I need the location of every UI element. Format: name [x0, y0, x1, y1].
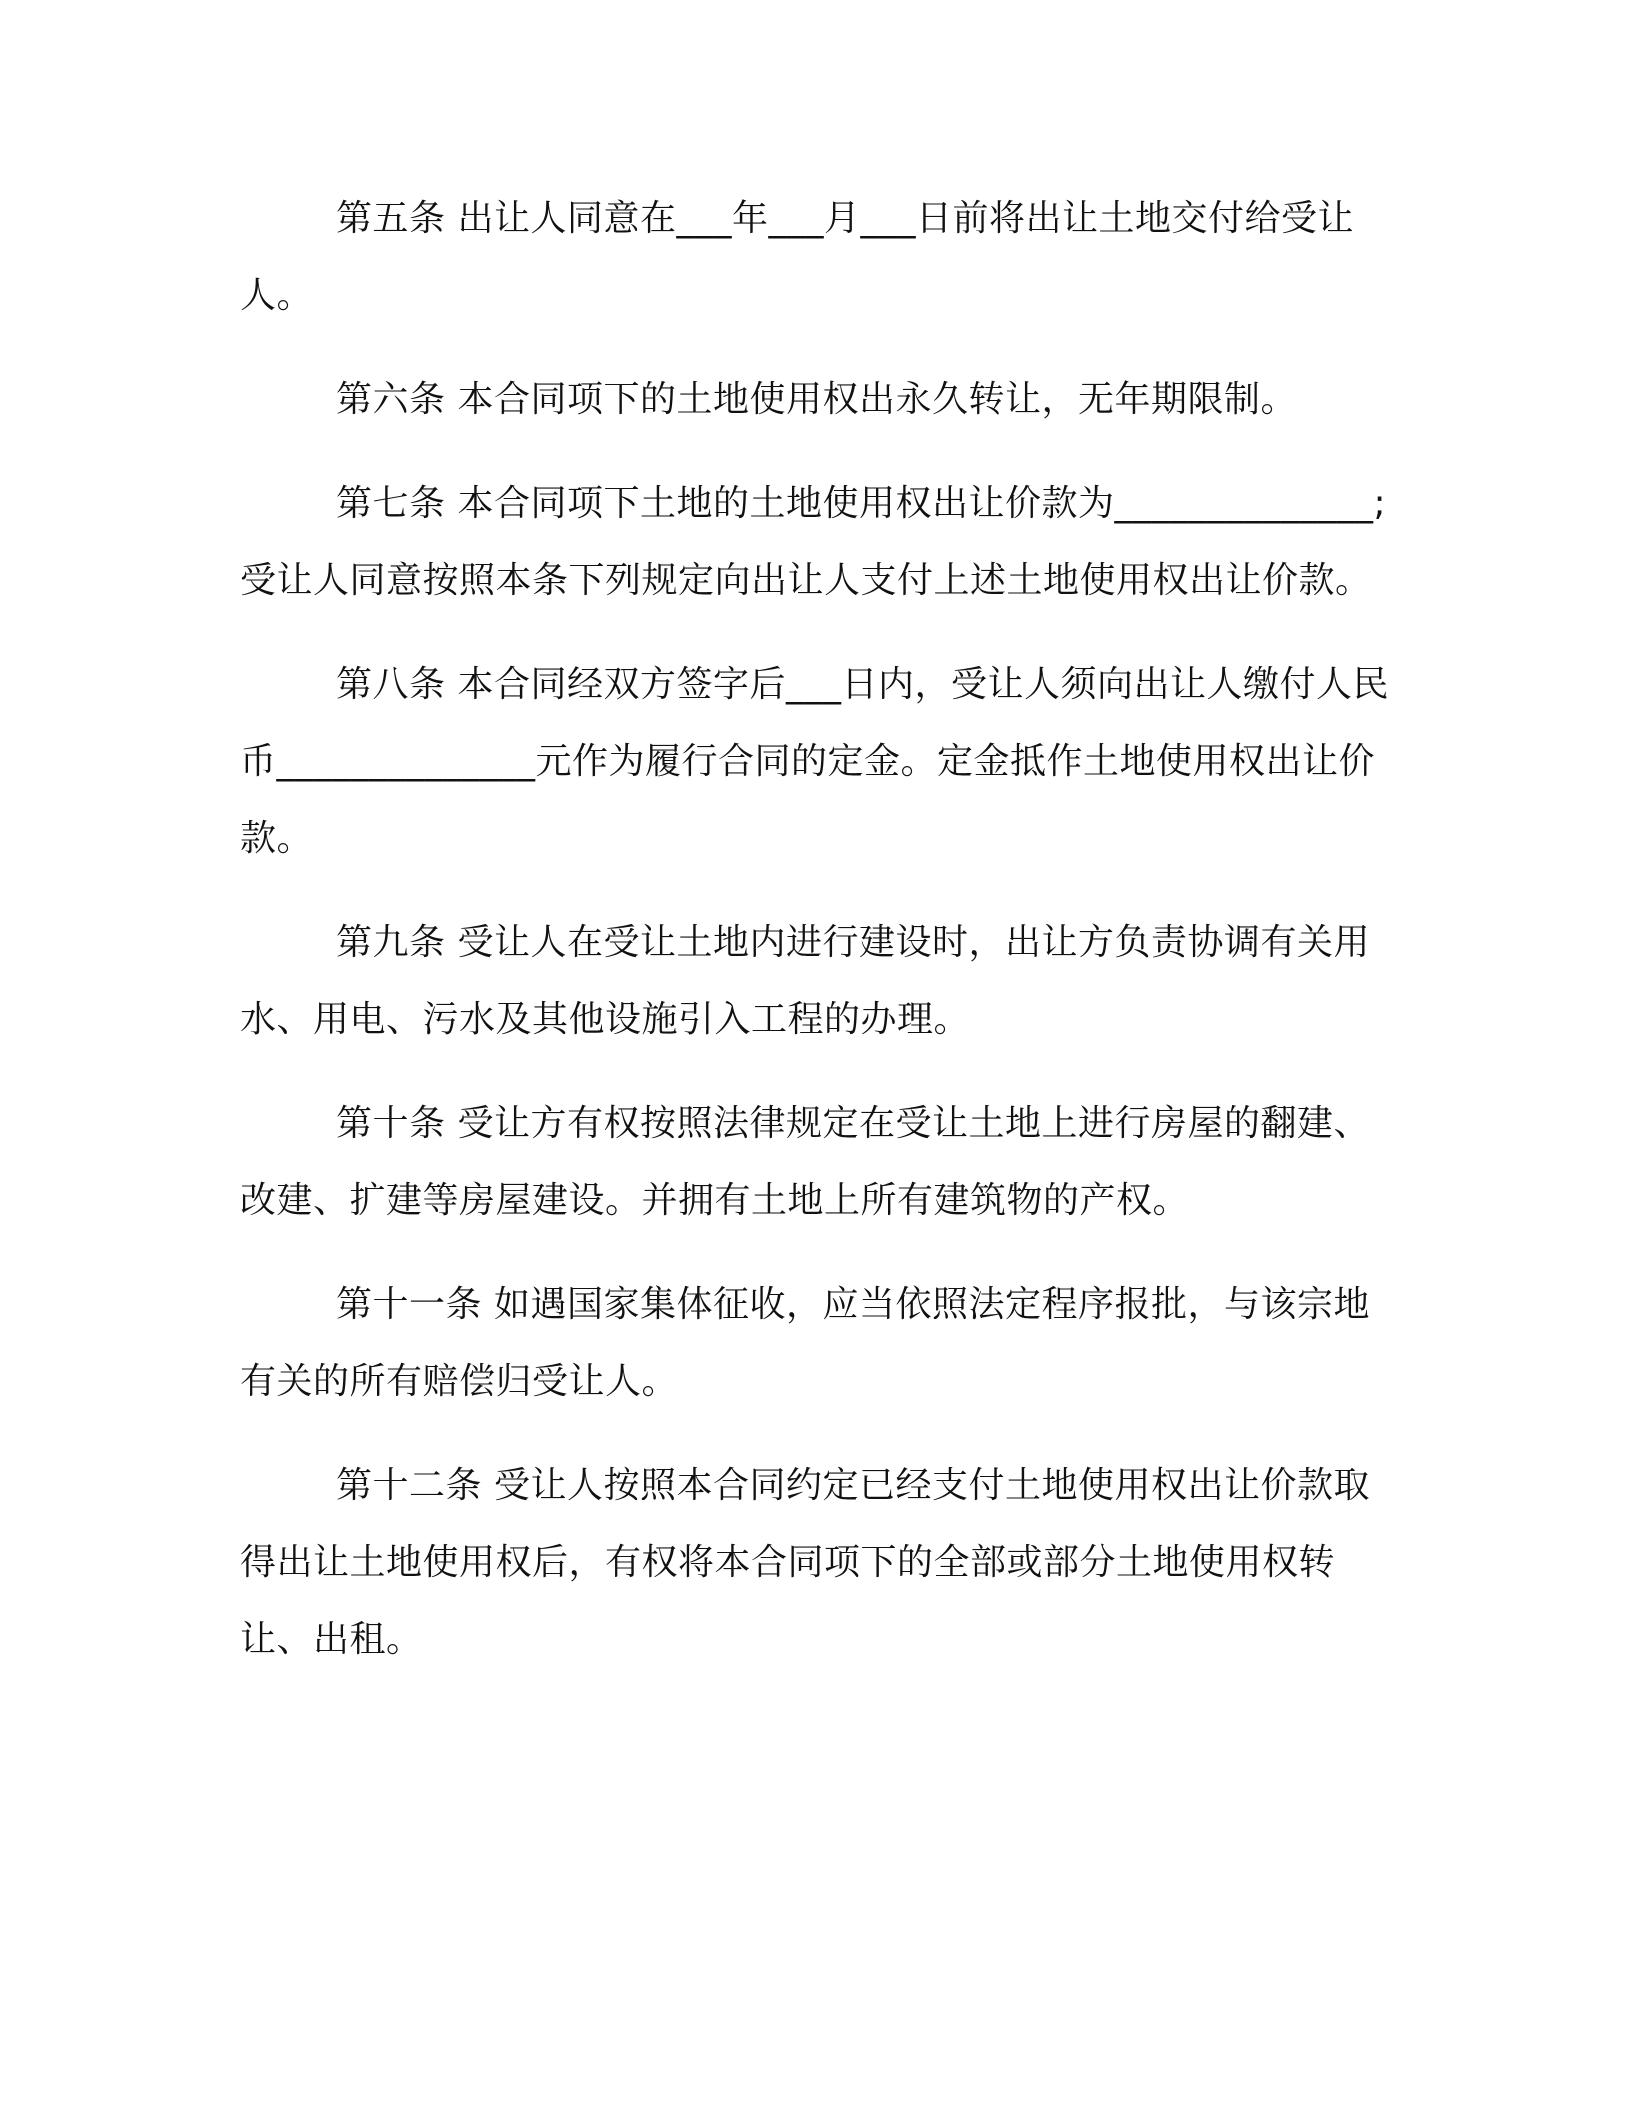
article-10: 第十条 受让方有权按照法律规定在受让土地上进行房屋的翻建、改建、扩建等房屋建设。并拥有土地上所有建筑物的产权。	[240, 1103, 1370, 1221]
article-5: 第五条 出让人同意在___年___月___日前将出让土地交付给受让人。	[240, 198, 1354, 316]
article-6: 第六条 本合同项下的土地使用权出永久转让，无年期限制。	[336, 379, 1297, 420]
article-12: 第十二条 受让人按照本合同约定已经支付土地使用权出让价款取得出让土地使用权后，有权将本合同项下的全部或部分土地使用权转让、出租。	[240, 1465, 1370, 1660]
article-8: 第八条 本合同经双方签字后___日内，受让人须向出让人缴付人民币______________元作为履行合同的定金。定金抵作土地使用权出让价款。	[240, 664, 1389, 859]
article-11: 第十一条 如遇国家集体征收，应当依照法定程序报批，与该宗地有关的所有赔偿归受让人。	[240, 1284, 1370, 1402]
document-body	[240, 180, 1392, 1705]
article-9: 第九条 受让人在受让土地内进行建设时，出让方负责协调有关用水、用电、污水及其他设施引入工程的办理。	[240, 922, 1370, 1040]
article-7: 第七条 本合同项下土地的土地使用权出让价款为______________;受让人同意按照本条下列规定向出让人支付上述土地使用权出让价款。	[240, 483, 1387, 601]
